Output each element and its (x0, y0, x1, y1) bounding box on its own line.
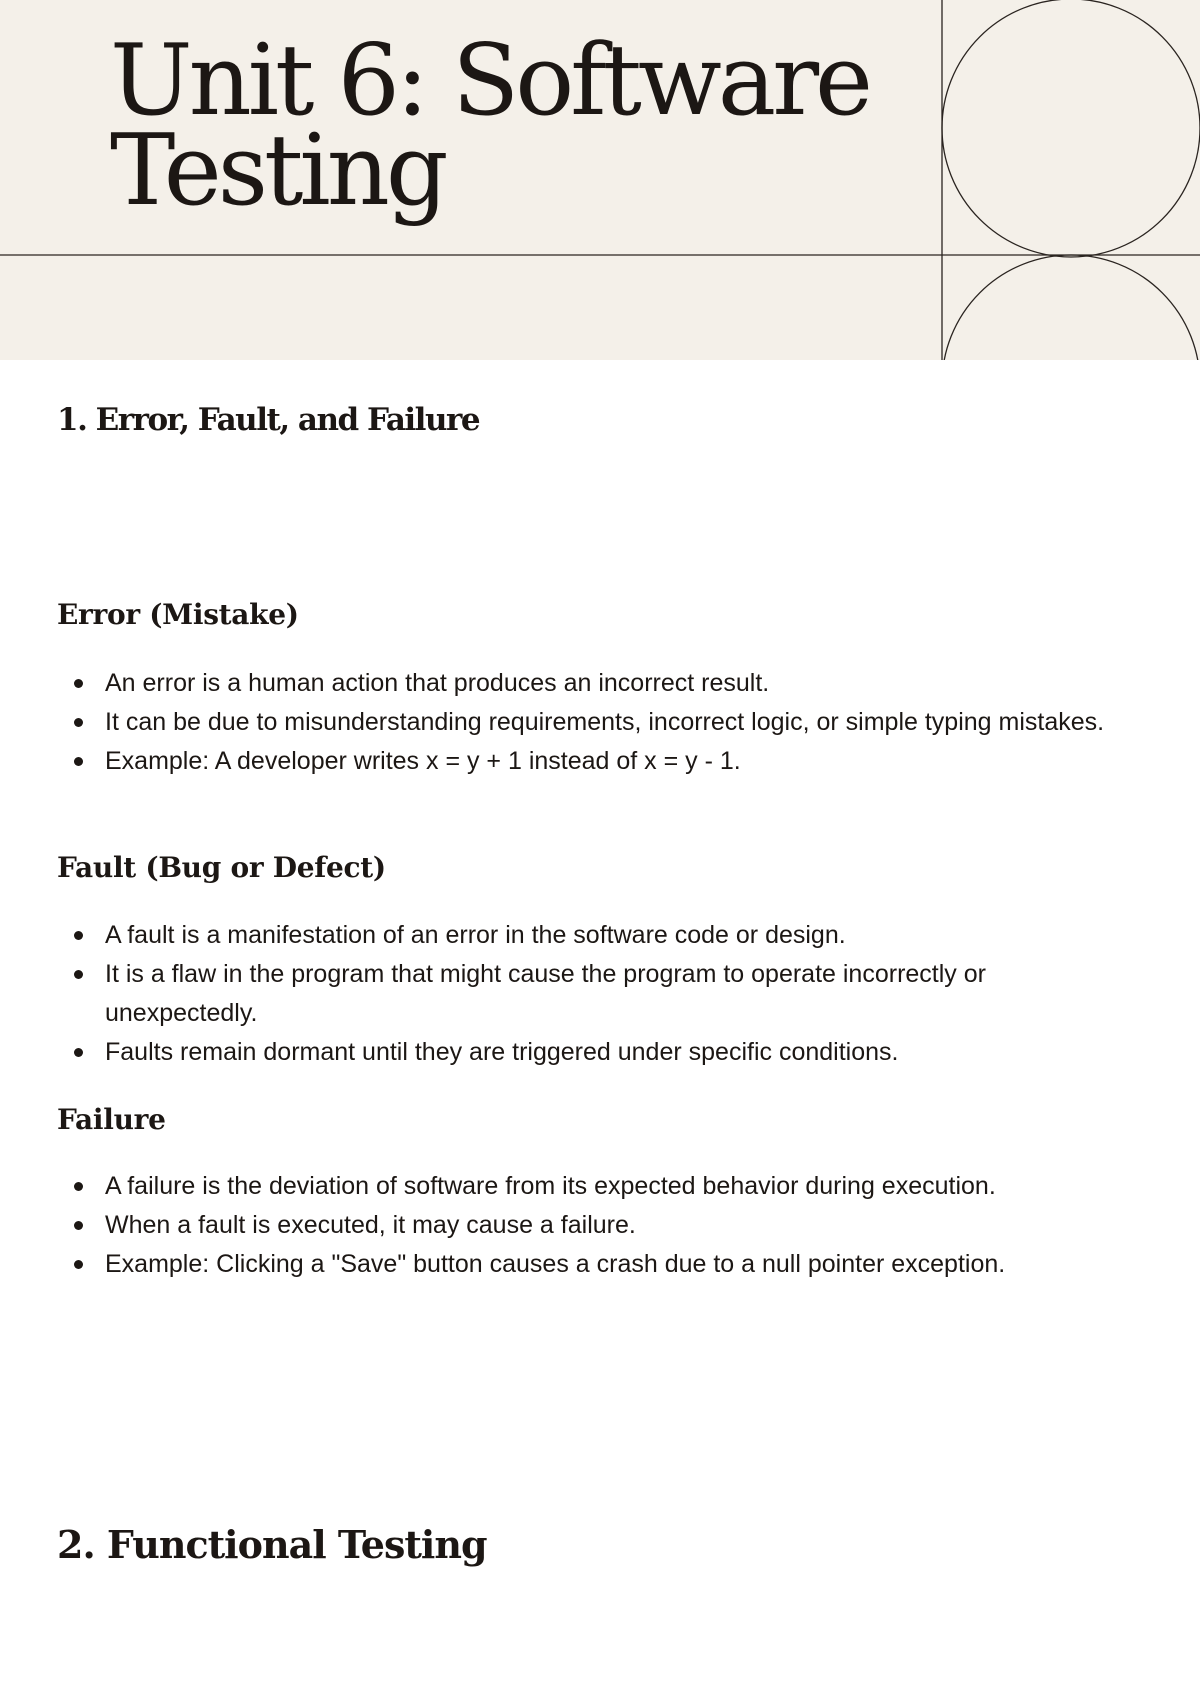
list-item-text: Example: A developer writes x = y + 1 instead of x = y - 1. (105, 747, 741, 775)
list-item-text: It can be due to misunderstanding requirements, incorrect logic, or simple typing mistakes. (105, 708, 1105, 736)
list-item (0, 742, 1145, 781)
subheading-error: Error (Mistake) (57, 598, 299, 631)
list-item (0, 1167, 1145, 1206)
list-item (0, 1245, 1145, 1284)
error-bullet-list (0, 664, 1160, 781)
bullet-icon (74, 1221, 83, 1230)
list-item (0, 955, 1145, 1033)
list-item (0, 916, 1145, 955)
bullet-icon (74, 1182, 83, 1191)
list-item (0, 703, 1145, 742)
subheading-failure: Failure (57, 1103, 166, 1136)
subheading-fault: Fault (Bug or Defect) (57, 851, 386, 884)
bullet-icon (74, 718, 83, 727)
failure-bullet-list (0, 1167, 1160, 1284)
bullet-icon (74, 679, 83, 688)
list-item (0, 664, 1145, 703)
list-item-text: When a fault is executed, it may cause a failure. (105, 1211, 636, 1239)
section-heading-functional-testing: 2. Functional Testing (57, 1522, 487, 1567)
bullet-icon (74, 1048, 83, 1057)
list-item-text: An error is a human action that produces an incorrect result. (105, 669, 770, 697)
list-item (0, 1206, 1145, 1245)
bullet-icon (74, 1260, 83, 1269)
decorative-circle-bottom (942, 255, 1200, 360)
list-item-text: A failure is the deviation of software from its expected behavior during execution. (105, 1172, 996, 1200)
section-heading-error-fault-failure: 1. Error, Fault, and Failure (57, 402, 480, 438)
list-item-text: Faults remain dormant until they are triggered under specific conditions. (105, 1038, 899, 1066)
page-title-line-1: Unit 6: Software (110, 24, 870, 138)
bullet-icon (74, 970, 83, 979)
header-banner (0, 0, 1200, 360)
list-item-text: Example: Clicking a "Save" button causes a crash due to a null pointer exception. (105, 1250, 1006, 1278)
page-title-line-2: Testing (110, 114, 445, 228)
bullet-icon (74, 931, 83, 940)
list-item-text: A fault is a manifestation of an error in the software code or design. (105, 921, 846, 949)
bullet-icon (74, 757, 83, 766)
decorative-circle-top (942, 0, 1200, 257)
fault-bullet-list (0, 916, 1160, 1072)
page-title (110, 24, 890, 228)
list-item-text: It is a flaw in the program that might cause the program to operate incorrectly or unexpectedly. (105, 960, 986, 1027)
list-item (0, 1033, 1145, 1072)
